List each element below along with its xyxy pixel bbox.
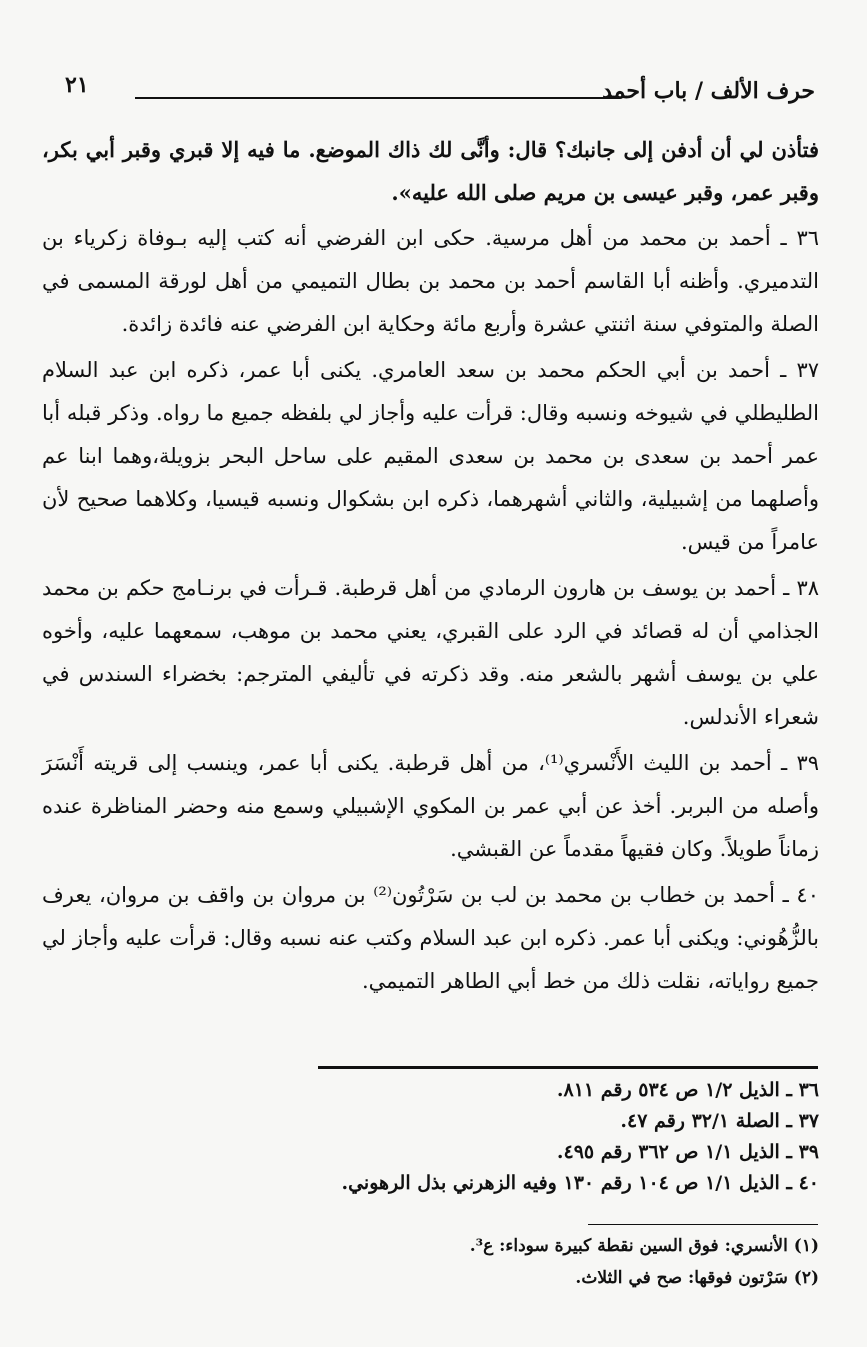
entry-36: ٣٦ ـ أحمد بن محمد من أهل مرسية. حكى ابن الفرضي أنه كتب إليه بـوفاة زكرياء بن التدميري. وأظنه أبا القاسم أحمد بن محمد بن بطال التميمي من أهل لورقة المسمى في الصلة والمتوفي سنة اثنتي عشرة وأربع مائة وحكاية ابن الفرضي عنه فائدة زائدة. [42,226,819,336]
entry-40: ٤٠ ـ أحمد بن خطاب بن محمد بن لب بن سَرْتُون⁽²⁾ بن مروان بن واقف بن مروان، يعرف بالزُّهُوني: ويكنى أبا عمر. ذكره ابن عبد السلام وكتب عنه نسبه وقال: قرأت عليه وأجاز لي جميع رواياته، نقلت ذلك من خط أبي الطاهر التميمي. [42,883,819,993]
entry-37: ٣٧ ـ أحمد بن أبي الحكم محمد بن سعد العامري. يكنى أبا عمر، ذكره ابن عبد السلام الطليطلي في شيوخه ونسبه وقال: قرأت عليه وأجاز لي بلفظه جميع ما رواه. وذكر قبله أبا عمر أحمد بن سعدى بن محمد بن سعدى المقيم على ساحل البحر بزويلة،وهما ابنا عم وأصلهما من إشبيلية، والثاني أشهرهما، ذكره ابن بشكوال ونسبه قيسيا، وكلاهما صحيح لأن عامراً من قيس. [42,358,819,554]
reference-item: ٤٠ ـ الذيل ١/١ ص ١٠٤ رقم ١٣٠ وفيه الزهرني بذل الرهوني. [341,1172,819,1194]
entry-39: ٣٩ ـ أحمد بن الليث الأَنْسري⁽¹⁾، من أهل قرطبة. يكنى أبا عمر، وينسب إلى قريته أَنْسَرَ وأصله من البربر. أخذ عن أبي عمر بن المكوي الإشبيلي وسمع منه وحضر المناظرة عنده زماناً طويلاً. وكان فقيهاً مقدماً عن القبشي. [42,751,819,861]
reference-item: ٣٩ ـ الذيل ١/١ ص ٣٦٢ رقم ٤٩٥. [556,1141,819,1163]
reference-item: ٣٧ ـ الصلة ٣٢/١ رقم ٤٧. [620,1110,819,1132]
paragraph-continuation: فتأذن لي أن أدفن إلى جانبك؟ قال: وأنَّى لك ذاك الموضع. ما فيه إلا قبري وقبر أبي بكر، وقبر عمر، وقبر عيسى بن مريم صلى الله عليه». [42,137,819,205]
reference-item: ٣٦ ـ الذيل ١/٢ ص ٥٣٤ رقم ٨١١. [556,1079,819,1101]
footnotes-list [299,1230,819,1294]
footnotes-rule [588,1224,818,1225]
references-rule [318,1066,818,1069]
references-list [299,1075,819,1199]
page-number: ٢١ [65,72,89,98]
main-text [42,128,819,1006]
footnote-item: (٢) سَرْتون فوقها: صح في الثلاث. [575,1268,819,1288]
footnote-item: (١) الأنسري: فوق السين نقطة كبيرة سوداء: ع³. [469,1236,819,1256]
entry-38: ٣٨ ـ أحمد بن يوسف بن هارون الرمادي من أهل قرطبة. قـرأت في برنـامج حكم بن محمد الجذامي أن له قصائد في الرد على القبري، يعني محمد بن موهب، سمعهما عليه، وأخوه علي بن يوسف أشهر بالشعر منه. وقد ذكرته في تأليفي المترجم: بخضراء السندس في شعراء الأندلس. [42,576,819,729]
page-header [55,70,815,106]
running-title: حرف الألف / باب أحمد [602,78,815,104]
header-rule [135,97,620,99]
